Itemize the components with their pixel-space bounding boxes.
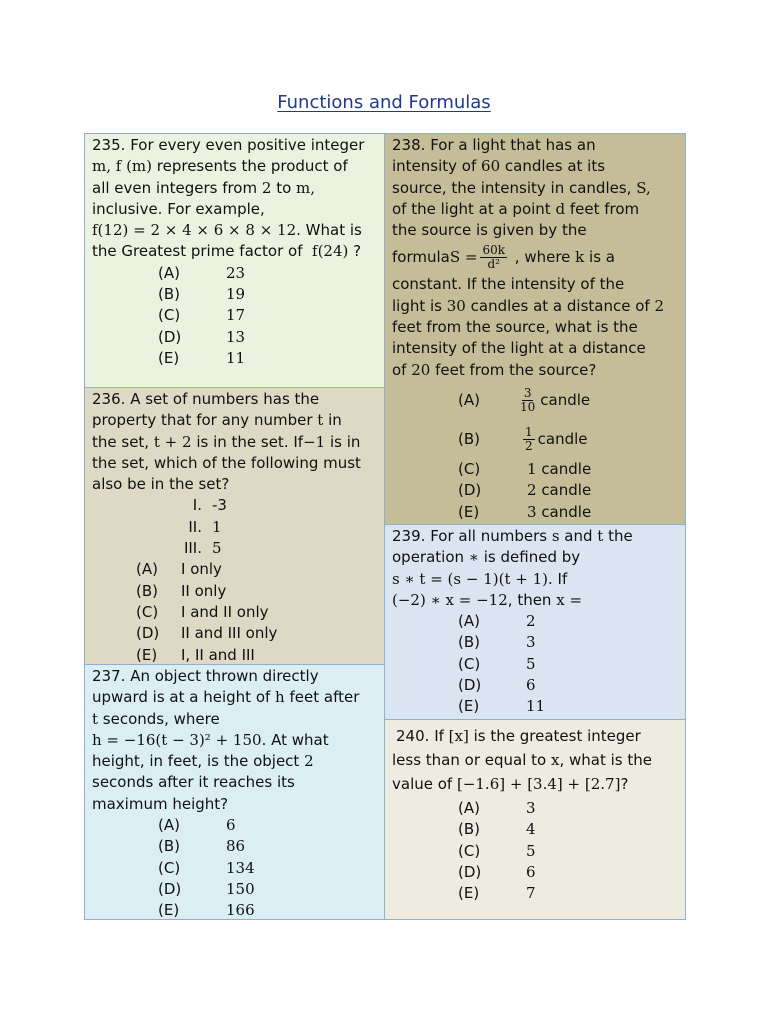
q237-line-4 <box>92 730 378 751</box>
answer-option[interactable] <box>92 348 378 369</box>
q238-number: 238. <box>392 136 426 154</box>
q238-text: is a <box>584 248 615 267</box>
q238-text: of <box>392 360 412 379</box>
option-letter: (A) <box>458 391 480 410</box>
question-238 <box>384 133 686 525</box>
q235-math: f(24) <box>312 242 349 261</box>
option-value: 86 <box>226 837 246 856</box>
answer-option[interactable] <box>392 632 679 653</box>
q237-text: seconds, where <box>98 709 220 728</box>
answer-option[interactable] <box>392 798 679 819</box>
q238-text: For a light that has an <box>430 136 596 154</box>
q235-text: For every even positive integer <box>130 136 365 154</box>
q238-line-2 <box>392 156 679 177</box>
answer-option[interactable] <box>392 421 679 459</box>
q235-math: m, <box>296 178 316 197</box>
option-value: 2 <box>527 481 537 500</box>
option-value: 5 <box>526 654 536 673</box>
q235-text: to <box>271 178 297 197</box>
q238-line-5: the source is given by the <box>392 221 587 240</box>
q237-math: t <box>92 709 99 728</box>
option-value: II and III only <box>181 624 278 643</box>
question-237 <box>84 664 385 920</box>
q236-line-2 <box>92 410 378 431</box>
option-letter: (B) <box>458 633 480 652</box>
option-letter: (C) <box>458 459 481 478</box>
q238-text: formula <box>392 248 450 267</box>
answer-option[interactable] <box>92 879 378 900</box>
option-letter: (C) <box>136 602 159 621</box>
option-value: 3 <box>526 633 536 652</box>
q236-text: A set of numbers has the <box>130 390 320 408</box>
q239-options <box>392 611 679 717</box>
q239-text: For all numbers <box>430 527 552 545</box>
q238-text: of the light at a point <box>392 199 556 218</box>
option-letter: (A) <box>458 799 480 817</box>
answer-option[interactable] <box>392 459 679 480</box>
q235-text: represents the product of <box>152 157 348 176</box>
q240-text: less than or equal to <box>392 751 551 769</box>
option-letter: (B) <box>458 820 480 839</box>
answer-option[interactable] <box>92 263 378 284</box>
q238-line-8 <box>392 296 679 317</box>
q237-text: upward is at a height of <box>92 688 276 707</box>
q238-math: k <box>575 248 585 267</box>
q240-math: x <box>550 751 560 769</box>
q237-math: h = −16(t − 3)² + 150 <box>92 730 262 749</box>
fraction-numerator: 3 <box>523 386 532 401</box>
q236-text: property that for any number <box>92 411 318 430</box>
roman-numeral: I. <box>192 496 202 515</box>
option-value: 19 <box>226 285 246 304</box>
option-letter: (E) <box>458 502 480 521</box>
q235-number: 235. <box>92 136 126 154</box>
q240-math: [−1.6] + [3.4] + [2.7] <box>456 775 621 793</box>
q239-text: and <box>559 527 598 545</box>
q238-text: feet from <box>565 199 640 218</box>
option-value: 6 <box>226 816 236 835</box>
q238-math: S = <box>449 248 478 267</box>
q239-line-3 <box>392 569 679 590</box>
answer-option[interactable] <box>92 305 378 326</box>
question-239 <box>384 524 686 720</box>
option-letter: (D) <box>458 481 482 500</box>
roman-value: -3 <box>212 496 227 515</box>
option-unit: candle <box>536 459 592 478</box>
q238-text: source, the intensity in candles, <box>392 178 637 197</box>
q238-line-7: constant. If the intensity of the <box>392 275 625 294</box>
q237-text: An object thrown directly <box>130 667 319 685</box>
answer-option[interactable] <box>392 381 679 421</box>
option-value: 5 <box>526 841 536 860</box>
q238-line-1 <box>392 135 679 156</box>
option-value: 7 <box>526 884 536 903</box>
q238-line-3 <box>392 178 679 199</box>
q239-text: the <box>603 527 633 545</box>
q240-text: If <box>434 727 449 745</box>
q240-line-3 <box>392 772 679 796</box>
option-letter: (D) <box>458 862 482 881</box>
q239-math: t <box>597 527 604 545</box>
q239-line-2 <box>392 547 679 568</box>
q238-text: candles at its <box>500 157 606 176</box>
fraction-denominator: 10 <box>520 400 536 415</box>
option-value: I, II and III <box>181 645 255 664</box>
q236-text: in <box>323 411 342 430</box>
q240-text: , what is the <box>559 751 652 769</box>
q235-math: 2 <box>261 178 272 197</box>
q235-line-1 <box>92 135 378 156</box>
answer-option[interactable] <box>92 284 378 305</box>
q239-text: is defined by <box>479 548 581 567</box>
q236-line-3 <box>92 432 378 453</box>
page-title: Functions and Formulas <box>277 92 491 113</box>
answer-option[interactable] <box>92 645 378 665</box>
option-value: 13 <box>226 327 246 346</box>
option-fraction <box>518 387 537 414</box>
q238-text: feet from the source? <box>430 360 597 379</box>
question-240 <box>384 719 686 920</box>
q235-line-3 <box>92 178 378 199</box>
q235-text: all even integers from <box>92 178 262 197</box>
q237-number: 237. <box>92 667 126 685</box>
roman-value: 5 <box>212 539 222 558</box>
q240-options <box>392 798 679 904</box>
q236-math: t + 2 <box>153 432 192 451</box>
option-letter: (B) <box>158 285 180 304</box>
q240-line-2 <box>392 748 679 772</box>
q239-line-4 <box>392 590 679 611</box>
q240-text: ? <box>620 775 629 793</box>
q237-text: height, in feet, is the object <box>92 752 305 771</box>
q239-text: operation <box>392 548 469 567</box>
q236-math: −1 <box>303 432 326 451</box>
q238-text: candles at a distance of <box>465 296 655 315</box>
q238-text: intensity of <box>392 157 482 176</box>
option-letter: (D) <box>136 624 160 643</box>
q237-line-3 <box>92 709 378 730</box>
option-letter: (D) <box>158 879 182 898</box>
option-letter: (C) <box>458 654 481 673</box>
option-value: 166 <box>226 901 255 920</box>
option-value: 6 <box>526 862 536 881</box>
q239-text: , then <box>507 590 557 609</box>
q239-text: . If <box>548 569 568 588</box>
fraction-denominator: d² <box>487 257 500 272</box>
option-letter: (E) <box>136 645 158 664</box>
option-value: 23 <box>226 263 246 282</box>
q235-line-6 <box>92 241 378 262</box>
q236-math: t <box>317 411 324 430</box>
q237-math: h <box>275 688 285 707</box>
answer-option[interactable] <box>92 836 378 857</box>
answer-option[interactable] <box>92 858 378 879</box>
option-letter: (C) <box>458 841 481 860</box>
q235-math: m, f (m) <box>92 157 153 176</box>
q235-math: f(12) = 2 × 4 × 6 × 8 × 12 <box>92 221 297 240</box>
option-letter: (B) <box>158 837 180 856</box>
option-letter: (E) <box>158 901 180 920</box>
q236-number: 236. <box>92 390 126 408</box>
answer-option[interactable] <box>392 819 679 840</box>
answer-option[interactable] <box>392 502 679 523</box>
q235-text: ? <box>348 242 362 261</box>
roman-numeral: III. <box>183 539 202 558</box>
fraction-numerator: 1 <box>525 425 533 440</box>
q238-math: 60 <box>481 157 501 176</box>
answer-option[interactable] <box>92 602 378 623</box>
q237-line-7: maximum height? <box>92 794 229 813</box>
q239-math: s <box>551 527 560 545</box>
roman-numeral: II. <box>188 517 202 536</box>
fraction-numerator: 60k <box>482 243 506 258</box>
answer-option[interactable] <box>392 696 679 717</box>
option-letter: (A) <box>158 816 180 835</box>
answer-option[interactable] <box>392 480 679 501</box>
roman-item <box>92 495 378 516</box>
answer-option[interactable] <box>392 862 679 883</box>
q239-number: 239. <box>392 527 426 545</box>
q235-text: the Greatest prime factor of <box>92 242 313 261</box>
option-letter: (A) <box>136 560 158 579</box>
question-235 <box>84 133 385 388</box>
q239-math: ∗ <box>468 548 479 567</box>
option-letter: (E) <box>458 884 480 903</box>
option-letter: (E) <box>458 697 480 716</box>
q239-math: x = <box>556 590 583 609</box>
q237-line-1 <box>92 666 378 687</box>
fraction-denominator: 2 <box>525 439 533 454</box>
option-value: I and II only <box>181 602 269 621</box>
option-value: 11 <box>226 348 246 367</box>
q238-math: 2 <box>654 296 664 315</box>
q240-text: value of <box>392 775 457 793</box>
q235-line-4: inclusive. For example, <box>92 199 265 218</box>
option-letter: (C) <box>158 858 181 877</box>
roman-value: 1 <box>212 517 222 536</box>
q238-line-10: intensity of the light at a distance <box>392 339 646 358</box>
q238-options <box>392 381 679 523</box>
q237-line-6: seconds after it reaches its <box>92 773 295 792</box>
q236-line-1 <box>92 389 378 410</box>
option-value: II only <box>181 581 227 600</box>
q240-number: 240. <box>396 727 430 745</box>
option-fraction <box>523 426 535 453</box>
question-236 <box>84 387 385 665</box>
option-value: 3 <box>526 799 536 817</box>
q240-text: is the greatest integer <box>468 727 641 745</box>
q236-text: the set, <box>92 432 154 451</box>
option-value: 150 <box>226 879 255 898</box>
q235-options <box>92 263 378 369</box>
option-value: I only <box>181 560 222 579</box>
option-letter: (A) <box>458 612 480 631</box>
q237-line-5 <box>92 751 378 772</box>
option-unit: candle <box>536 502 592 521</box>
answer-option[interactable] <box>92 327 378 348</box>
option-letter: (D) <box>158 327 182 346</box>
q239-math: (−2) ∗ x = −12 <box>392 590 508 609</box>
formula-fraction <box>480 244 507 271</box>
q238-line-6 <box>392 241 679 274</box>
q235-text: . What is <box>296 221 362 240</box>
q236-options <box>92 559 378 665</box>
option-value: 2 <box>526 612 536 631</box>
option-unit: candle <box>536 481 592 500</box>
option-letter: (A) <box>158 263 180 282</box>
option-letter: (B) <box>136 581 158 600</box>
option-value: 11 <box>526 697 546 716</box>
q238-text: light is <box>392 296 447 315</box>
roman-item <box>92 517 378 538</box>
option-value: 134 <box>226 858 255 877</box>
q240-line-1 <box>392 724 679 748</box>
answer-option[interactable] <box>92 581 378 602</box>
q239-math: s ∗ t = (s − 1)(t + 1) <box>392 569 548 588</box>
q238-math: 20 <box>411 360 431 379</box>
answer-option[interactable] <box>392 883 679 904</box>
q236-text: is in the set. If <box>191 432 304 451</box>
q238-math: 30 <box>446 296 466 315</box>
answer-option[interactable] <box>92 900 378 920</box>
option-letter: (D) <box>458 676 482 695</box>
answer-option[interactable] <box>392 675 679 696</box>
q236-roman-list <box>92 495 378 559</box>
option-value: 6 <box>526 676 536 695</box>
q237-options <box>92 815 378 920</box>
roman-item <box>92 538 378 559</box>
option-value: 17 <box>226 306 246 325</box>
q238-math: d <box>555 199 566 218</box>
q238-line-11 <box>392 360 679 381</box>
option-unit: candle <box>540 391 591 410</box>
option-value: 1 <box>527 459 537 478</box>
q236-line-4: the set, which of the following must <box>92 453 361 472</box>
q237-text: feet after <box>284 688 360 707</box>
q240-math: [x] <box>448 727 469 745</box>
answer-option[interactable] <box>392 841 679 862</box>
answer-option[interactable] <box>392 611 679 632</box>
option-value: 4 <box>526 820 536 839</box>
q237-text: . At what <box>261 730 329 749</box>
option-unit: candle <box>537 430 588 449</box>
answer-option[interactable] <box>392 654 679 675</box>
option-letter: (E) <box>158 348 180 367</box>
q237-line-2 <box>92 687 378 708</box>
q238-math: S, <box>636 178 651 197</box>
q235-line-2 <box>92 156 378 177</box>
q236-text: is in <box>325 432 361 451</box>
q236-line-5: also be in the set? <box>92 475 230 494</box>
option-letter: (C) <box>158 306 181 325</box>
q238-line-9: feet from the source, what is the <box>392 318 638 337</box>
q238-line-4 <box>392 199 679 220</box>
answer-option[interactable] <box>92 815 378 836</box>
option-value: 3 <box>527 502 537 521</box>
q235-line-5 <box>92 220 378 241</box>
q237-math: 2 <box>304 752 314 771</box>
answer-option[interactable] <box>92 623 378 644</box>
option-letter: (B) <box>458 430 480 449</box>
answer-option[interactable] <box>92 559 378 580</box>
q238-text: , where <box>510 248 576 267</box>
q239-line-1 <box>392 526 679 547</box>
